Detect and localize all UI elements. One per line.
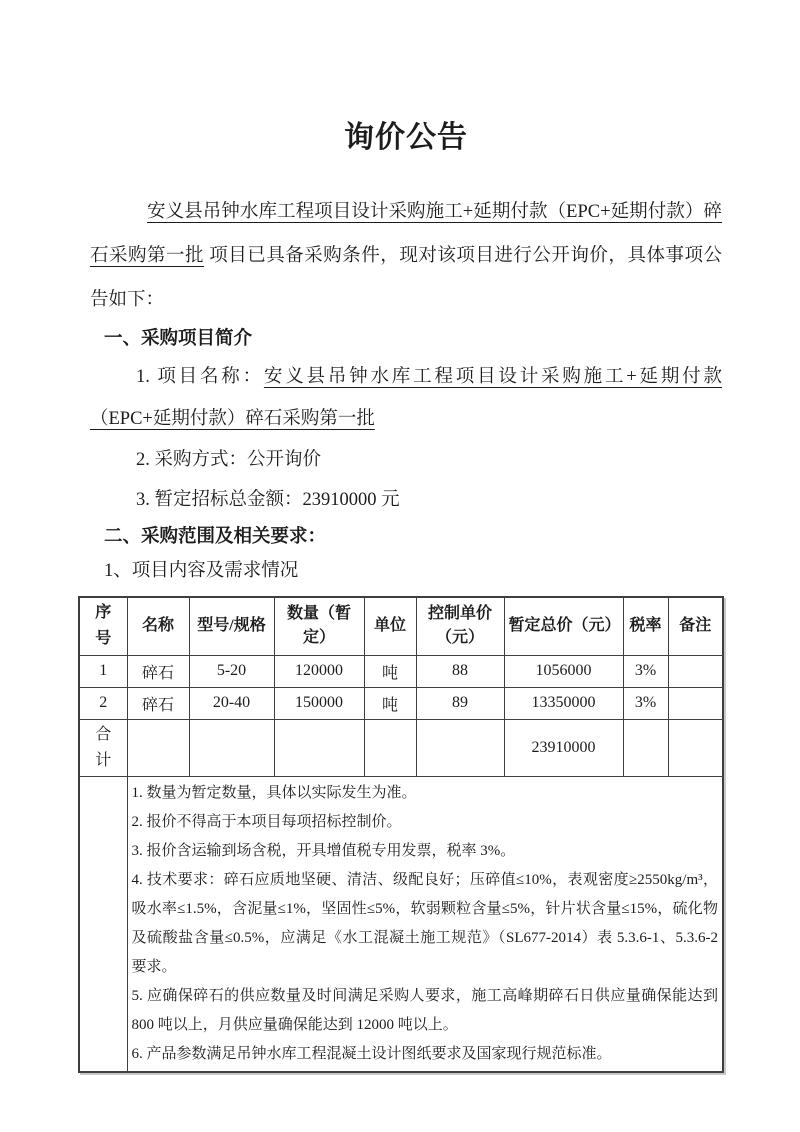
cell-provisional-total-price: 1056000	[504, 655, 623, 687]
item-project-name-label: 1. 项目名称：	[136, 367, 264, 387]
empty-cell	[127, 719, 189, 776]
item-procurement-method: 2. 采购方式：公开询价	[136, 450, 322, 470]
note-line-tax-invoice: 3. 报价含运输到场含税，开具增值税专用发票，税率 3%。	[131, 842, 516, 859]
col-header-unit: 单位	[364, 597, 416, 655]
empty-cell	[623, 719, 668, 776]
cell-serial-no: 2	[79, 687, 127, 719]
table-row	[79, 687, 723, 719]
section-1-heading: 一、采购项目简介	[104, 329, 253, 349]
cell-control-unit-price: 89	[416, 687, 504, 719]
table-row	[79, 655, 723, 687]
cell-tax-rate: 3%	[623, 655, 668, 687]
intro-paragraph	[90, 190, 722, 322]
table-total-row	[79, 719, 723, 776]
notes-cell	[127, 776, 723, 1072]
cell-model-spec: 5-20	[189, 655, 274, 687]
cell-name: 碎石	[127, 655, 189, 687]
item-project-name-value-underlined: 安义县吊钟水库工程项目设计采购施工+延期付款（EPC+延期付款）碎石采购第一批	[90, 367, 722, 429]
empty-cell	[668, 719, 723, 776]
table-notes-row	[79, 776, 723, 1072]
intro-project-name-underlined: 安义县吊钟水库工程项目设计采购施工+延期付款（EPC+延期付款）碎石采购第一批	[90, 202, 722, 266]
col-header-model-spec: 型号/规格	[189, 597, 274, 655]
cell-control-unit-price: 88	[416, 655, 504, 687]
cell-serial-no: 1	[79, 655, 127, 687]
empty-cell	[79, 776, 127, 1072]
cell-quantity: 120000	[274, 655, 364, 687]
note-line-technical-requirements: 4. 技术要求：碎石应质地坚硬、清洁、级配良好；压碎值≤10%，表观密度≥2550kg/m³，吸水率≤1.5%，含泥量≤1%，坚固性≤5%，软弱颗粒含量≤5%，针片状含量≤15%，硫化物及硫酸盐含量≤0.5%，应满足《水工混凝土施工规范》（SL677-2014）表 5.3.6-1、5.3.6-2 要求。	[131, 871, 718, 975]
cell-unit: 吨	[364, 687, 416, 719]
section-2-heading: 二、采购范围及相关要求：	[104, 527, 327, 547]
empty-cell	[364, 719, 416, 776]
page-title: 询价公告	[344, 121, 468, 154]
item-project-name	[90, 356, 722, 440]
col-header-serial-no: 序号	[79, 597, 127, 655]
table-header-row	[79, 597, 723, 655]
col-header-quantity: 数量（暂定）	[274, 597, 364, 655]
cell-provisional-total-price: 13350000	[504, 687, 623, 719]
note-line-supply-capacity: 5. 应确保碎石的供应数量及时间满足采购人要求，施工高峰期碎石日供应量确保能达到 800 吨以上，月供应量确保能达到 12000 吨以上。	[131, 987, 718, 1033]
col-header-name: 名称	[127, 597, 189, 655]
note-line-product-parameters: 6. 产品参数满足吊钟水库工程混凝土设计图纸要求及国家现行规范标准。	[131, 1045, 612, 1062]
empty-cell	[416, 719, 504, 776]
col-header-tax-rate: 税率	[623, 597, 668, 655]
subsection-1-heading: 1、项目内容及需求情况	[104, 561, 299, 581]
cell-tax-rate: 3%	[623, 687, 668, 719]
col-header-control-unit-price: 控制单价（元）	[416, 597, 504, 655]
empty-cell	[189, 719, 274, 776]
col-header-provisional-total-price: 暂定总价（元）	[504, 597, 623, 655]
cell-quantity: 150000	[274, 687, 364, 719]
total-value-cell: 23910000	[504, 719, 623, 776]
cell-remarks	[668, 655, 723, 687]
cell-model-spec: 20-40	[189, 687, 274, 719]
cell-name: 碎石	[127, 687, 189, 719]
col-header-remarks: 备注	[668, 597, 723, 655]
note-line-quantity: 1. 数量为暂定数量，具体以实际发生为准。	[131, 784, 417, 801]
procurement-items-table	[78, 596, 724, 1073]
item-total-bid-amount: 3. 暂定招标总金额：23910000 元	[136, 490, 400, 510]
cell-unit: 吨	[364, 655, 416, 687]
cell-remarks	[668, 687, 723, 719]
intro-rest-text: 项目已具备采购条件，现对该项目进行公开询价，具体事项公告如下：	[90, 246, 722, 310]
note-line-price-limit: 2. 报价不得高于本项目每项招标控制价。	[131, 813, 402, 830]
empty-cell	[274, 719, 364, 776]
total-label-cell: 合计	[79, 719, 127, 776]
